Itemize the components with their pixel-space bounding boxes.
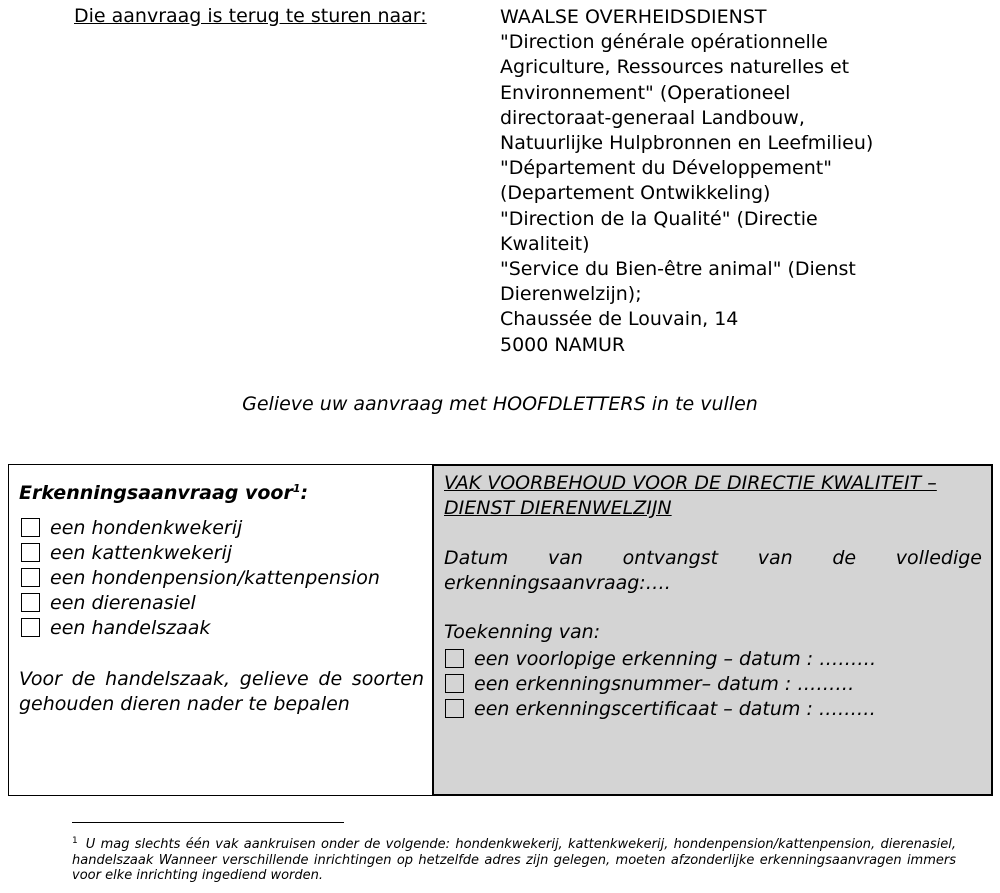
address-line: Natuurlijke Hulpbronnen en Leefmilieu) — [500, 132, 874, 155]
address-line: Agriculture, Ressources naturelles et — [500, 56, 850, 79]
address-line: Chaussée de Louvain, 14 — [500, 308, 739, 331]
request-type-heading — [19, 482, 308, 504]
shop-species-note: Voor de handelszaak, gelieve de soorten gehouden dieren nader te bepalen — [19, 668, 424, 715]
grant-certificate — [445, 696, 876, 721]
checkbox-provisional-recognition[interactable] — [445, 649, 464, 668]
address-line: directoraat-generaal Landbouw, — [500, 106, 805, 129]
address-line: "Département du Développement" — [500, 157, 832, 180]
request-heading-text: Erkenningsaanvraag voor — [19, 482, 293, 504]
office-use-heading: VAK VOORBEHOUD VOOR DE DIRECTIE KWALITEIT – DIENST DIERENWELZIJN — [444, 472, 937, 519]
option-label: een handelszaak — [50, 616, 211, 639]
return-address-label: Die aanvraag is terug te sturen naar: — [74, 5, 427, 27]
footnote-reference: 1 — [292, 482, 301, 495]
address-line: Dierenwelzijn); — [500, 283, 642, 306]
fill-instruction: Gelieve uw aanvraag met HOOFDLETTERS in te vullen — [242, 393, 758, 415]
option-shelter — [21, 590, 196, 615]
request-type-cell — [8, 464, 433, 796]
footnote — [72, 834, 956, 884]
address-line: 5000 NAMUR — [500, 333, 626, 356]
grant-option-label: een erkenningsnummer– datum : ……… — [474, 672, 855, 695]
checkbox-recognition-number[interactable] — [445, 674, 464, 693]
return-address — [500, 5, 873, 358]
grant-provisional — [445, 646, 876, 671]
receipt-date-field: Datum van ontvangst van de volledige erkenningsaanvraag:…. — [444, 547, 982, 594]
application-form-table — [8, 464, 993, 796]
option-label: een hondenpension/kattenpension — [50, 566, 380, 589]
checkbox-boarding[interactable] — [21, 568, 40, 587]
address-line: "Direction générale opérationnelle — [500, 31, 828, 54]
grant-number — [445, 671, 854, 696]
address-line: "Service du Bien-être animal" (Dienst — [500, 258, 856, 281]
option-shop — [21, 615, 210, 640]
checkbox-cat-breeding[interactable] — [21, 543, 40, 562]
grant-label: Toekenning van: — [444, 621, 601, 643]
address-line: "Direction de la Qualité" (Directie — [500, 207, 818, 230]
office-use-cell — [432, 464, 993, 796]
checkbox-shop[interactable] — [21, 618, 40, 637]
address-line: Kwaliteit) — [500, 232, 590, 255]
footnote-text: U mag slechts één vak aankruisen onder de volgende: hondenkwekerij, kattenkwekerij, hondenpension/kattenpension, dierenasiel, handelszaak Wanneer verschillende inrichtingen op hetzelfde adres zijn gelegen, moeten afzonderlijke erkenningsaanvragen immers voor elke inrichting ingediend worden. — [72, 837, 956, 883]
grant-option-label: een erkenningscertificaat – datum : ……… — [474, 697, 876, 720]
checkbox-shelter[interactable] — [21, 593, 40, 612]
footnote-marker: 1 — [72, 836, 78, 846]
option-label: een kattenkwekerij — [50, 541, 233, 564]
option-label: een hondenkwekerij — [50, 516, 243, 539]
request-heading-colon: : — [300, 482, 309, 504]
option-boarding — [21, 565, 380, 590]
checkbox-recognition-certificate[interactable] — [445, 699, 464, 718]
address-line: WAALSE OVERHEIDSDIENST — [500, 6, 767, 28]
checkbox-dog-breeding[interactable] — [21, 518, 40, 537]
option-dog-breeding — [21, 515, 242, 540]
footnote-divider — [72, 822, 344, 823]
address-line: (Departement Ontwikkeling) — [500, 182, 771, 205]
option-cat-breeding — [21, 540, 232, 565]
grant-option-label: een voorlopige erkenning – datum : ……… — [474, 647, 877, 670]
option-label: een dierenasiel — [50, 591, 196, 614]
address-line: Environnement" (Operationeel — [500, 81, 791, 104]
